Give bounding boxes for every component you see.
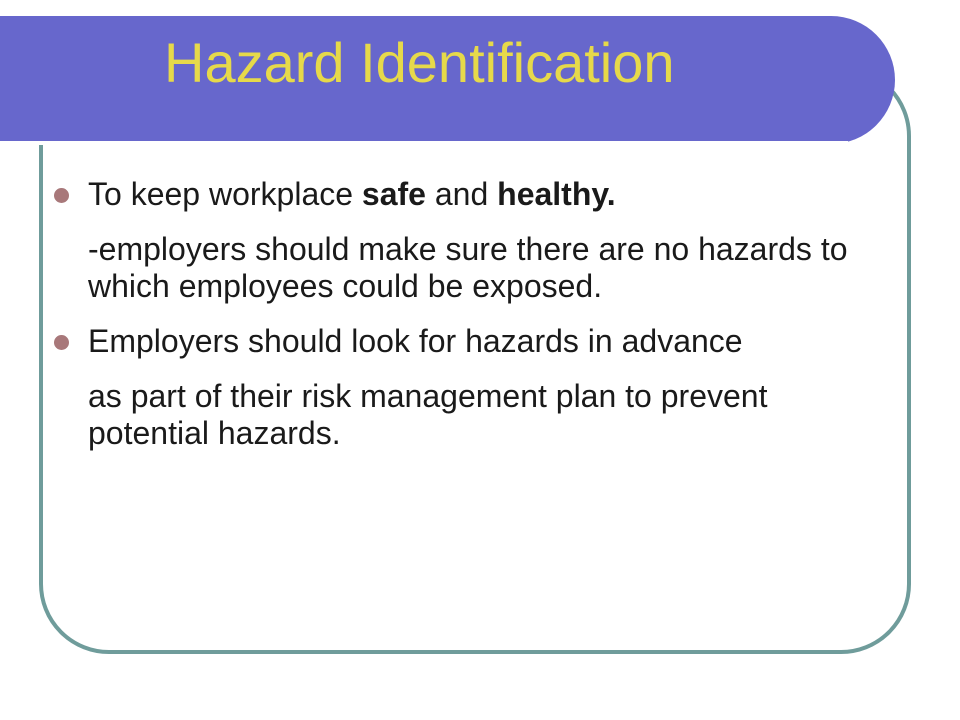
bullet-item-1 (54, 176, 894, 213)
bullet-1-bold-safe: safe (361, 176, 426, 212)
bullet-1-text-start: To keep workplace (88, 176, 362, 212)
bullet-1-text-middle: and (425, 176, 498, 212)
continuation-text-2: as part of their risk management plan to prevent potential hazards. (88, 378, 768, 451)
bullet-1-bold-healthy: healthy. (497, 176, 616, 212)
bullet-icon (54, 335, 69, 350)
continuation-text-1: -employers should make sure there are no hazards to which employees could be exposed. (88, 231, 848, 304)
title-underline (0, 141, 848, 145)
slide-body (54, 176, 894, 452)
bullet-item-2 (54, 323, 894, 360)
slide-title: Hazard Identification (164, 31, 675, 94)
bullet-icon (54, 188, 69, 203)
bullet-2-text: Employers should look for hazards in advance (88, 323, 743, 359)
